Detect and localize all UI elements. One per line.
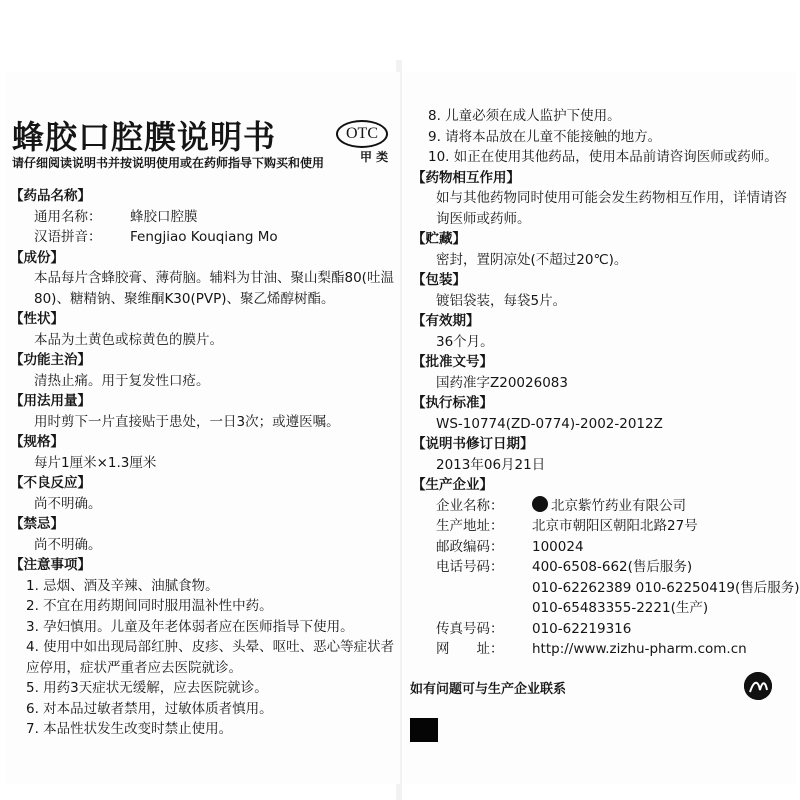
info-row	[412, 619, 792, 640]
contact-note: 如有问题可与生产企业联系	[410, 682, 567, 697]
note-item: 4. 使用中如出现局部红肿、皮疹、头晕、呕吐、恶心等症状者应停用，症状严重者应去医院就诊。	[26, 639, 395, 676]
info-label: 电话号码：	[436, 559, 504, 575]
note-item: 2. 不宜在用药期间同时服用温补性中药。	[26, 598, 273, 614]
section-heading: 【包装】	[412, 272, 466, 288]
company-logo-icon	[532, 496, 548, 512]
info-value: http://www.zizhu-pharm.com.cn	[532, 641, 747, 657]
info-label: 网 址：	[436, 641, 504, 657]
section-heading: 【规格】	[10, 434, 64, 450]
info-value: Fengjiao Kouqiang Mo	[130, 229, 278, 245]
section	[412, 434, 792, 475]
left-column	[10, 186, 396, 740]
info-label	[436, 578, 532, 599]
document-title: 蜂胶口腔膜说明书	[12, 118, 277, 156]
section	[412, 393, 792, 434]
title-row	[12, 112, 276, 154]
section-heading: 【不良反应】	[10, 475, 91, 491]
info-row	[412, 557, 792, 578]
section-heading: 【贮藏】	[412, 231, 466, 247]
section-heading: 【禁忌】	[10, 516, 64, 532]
usage-instruction-subtitle: 请仔细阅读说明书并按说明使用或在药师指导下购买和使用	[12, 156, 325, 170]
info-value: 010-62219316	[532, 620, 632, 637]
info-value: 北京市朝阳区朝阳北路27号	[532, 518, 698, 534]
text-line: 尚不明确。	[34, 495, 102, 512]
section-heading: 【生产企业】	[412, 477, 493, 493]
section	[412, 475, 800, 660]
note-item: 1. 忌烟、酒及辛辣、油腻食物。	[26, 577, 219, 594]
info-label: 通用名称：	[34, 208, 102, 225]
text-line: 尚不明确。	[34, 536, 102, 553]
section	[10, 350, 396, 391]
info-row	[412, 639, 792, 660]
info-label: 邮政编码：	[436, 538, 504, 555]
section	[412, 229, 792, 270]
section-heading: 【说明书修订日期】	[412, 436, 534, 452]
section-heading: 【功能主治】	[10, 352, 91, 368]
otc-badge: OTC	[336, 120, 388, 148]
section	[10, 555, 396, 740]
info-label: 生产地址：	[436, 518, 504, 534]
right-column	[412, 106, 800, 660]
note-item: 3. 孕妇慎用。儿童及年老体弱者应在医师指导下使用。	[26, 618, 354, 635]
otc-class-label: 甲 类	[360, 150, 389, 164]
section-heading: 【药品名称】	[10, 188, 91, 204]
section-heading: 【性状】	[10, 311, 64, 327]
text-line: 密封，置阴凉处(不超过20℃)。	[436, 251, 628, 268]
text-line: WS-10774(ZD-0774)-2002-2012Z	[436, 415, 663, 432]
section	[10, 391, 396, 432]
info-label: 企业名称：	[436, 497, 504, 514]
info-label: 传真号码：	[436, 620, 504, 637]
section-heading: 【注意事项】	[10, 557, 91, 573]
note-item: 7. 本品性状发生改变时禁止使用。	[26, 721, 233, 737]
info-value: 100024	[532, 538, 584, 555]
info-value: 010-62262389 010-62250419(售后服务)	[532, 579, 800, 596]
section	[412, 168, 792, 230]
text-line: 用时剪下一片直接贴于患处，一日3次；或遵医嘱。	[34, 413, 340, 430]
info-label	[436, 598, 532, 619]
section	[412, 106, 792, 168]
info-row	[412, 578, 800, 599]
section-heading: 【药物相互作用】	[412, 169, 520, 186]
info-row	[412, 598, 792, 619]
text-line: 镀铝袋装，每袋5片。	[436, 292, 567, 309]
info-value: 北京紫竹药业有限公司	[551, 497, 686, 514]
info-label: 汉语拼音：	[34, 229, 102, 245]
section-heading: 【执行标准】	[412, 395, 493, 411]
note-item: 9. 请将本品放在儿童不能接触的地方。	[428, 128, 662, 145]
info-value: 400-6508-662(售后服务)	[532, 559, 693, 575]
info-row	[10, 227, 396, 248]
paragraph: 如与其他药物同时使用可能会发生药物相互作用，详情请咨询医师或药师。	[436, 190, 787, 227]
company-name-row	[412, 496, 792, 517]
section-heading: 【批准文号】	[412, 354, 493, 370]
note-item: 8. 儿童必须在成人监护下使用。	[428, 108, 621, 124]
info-row	[412, 537, 792, 558]
section	[10, 432, 396, 473]
section	[10, 248, 396, 310]
text-line: 36个月。	[436, 333, 494, 350]
note-item: 5. 用药3天症状无缓解，应去医院就诊。	[26, 680, 268, 696]
section	[412, 311, 792, 352]
text-line: 每片1厘米×1.3厘米	[34, 454, 157, 471]
note-item: 6. 对本品过敏者禁用，过敏体质者慎用。	[26, 700, 273, 717]
text-line: 2013年06月21日	[436, 456, 546, 473]
info-value: 蜂胶口腔膜	[130, 208, 198, 225]
section-heading: 【有效期】	[412, 313, 480, 329]
text-line: 国药准字Z20026083	[436, 374, 568, 391]
info-value: 010-65483355-2221(生产)	[532, 600, 709, 616]
note-item: 10. 如正在使用其他药品，使用本品前请咨询医师或药师。	[428, 149, 778, 165]
section	[412, 270, 792, 311]
section	[10, 473, 396, 514]
section	[10, 309, 396, 350]
company-logo-icon	[744, 672, 772, 700]
text-line: 清热止痛。用于复发性口疮。	[34, 372, 210, 389]
text-line: 本品为土黄色或棕黄色的膜片。	[34, 331, 223, 348]
black-square-mark	[410, 718, 438, 742]
info-row	[412, 516, 792, 537]
section	[412, 352, 792, 393]
section-heading: 【用法用量】	[10, 393, 91, 409]
section	[10, 186, 396, 248]
info-row	[10, 207, 396, 228]
section-heading: 【成份】	[10, 249, 64, 266]
paragraph: 本品每片含蜂胶膏、薄荷脑。辅料为甘油、聚山梨酯80(吐温80)、糖精钠、聚维酮K30(PVP)、聚乙烯醇树酯。	[34, 270, 394, 307]
section	[10, 514, 396, 555]
